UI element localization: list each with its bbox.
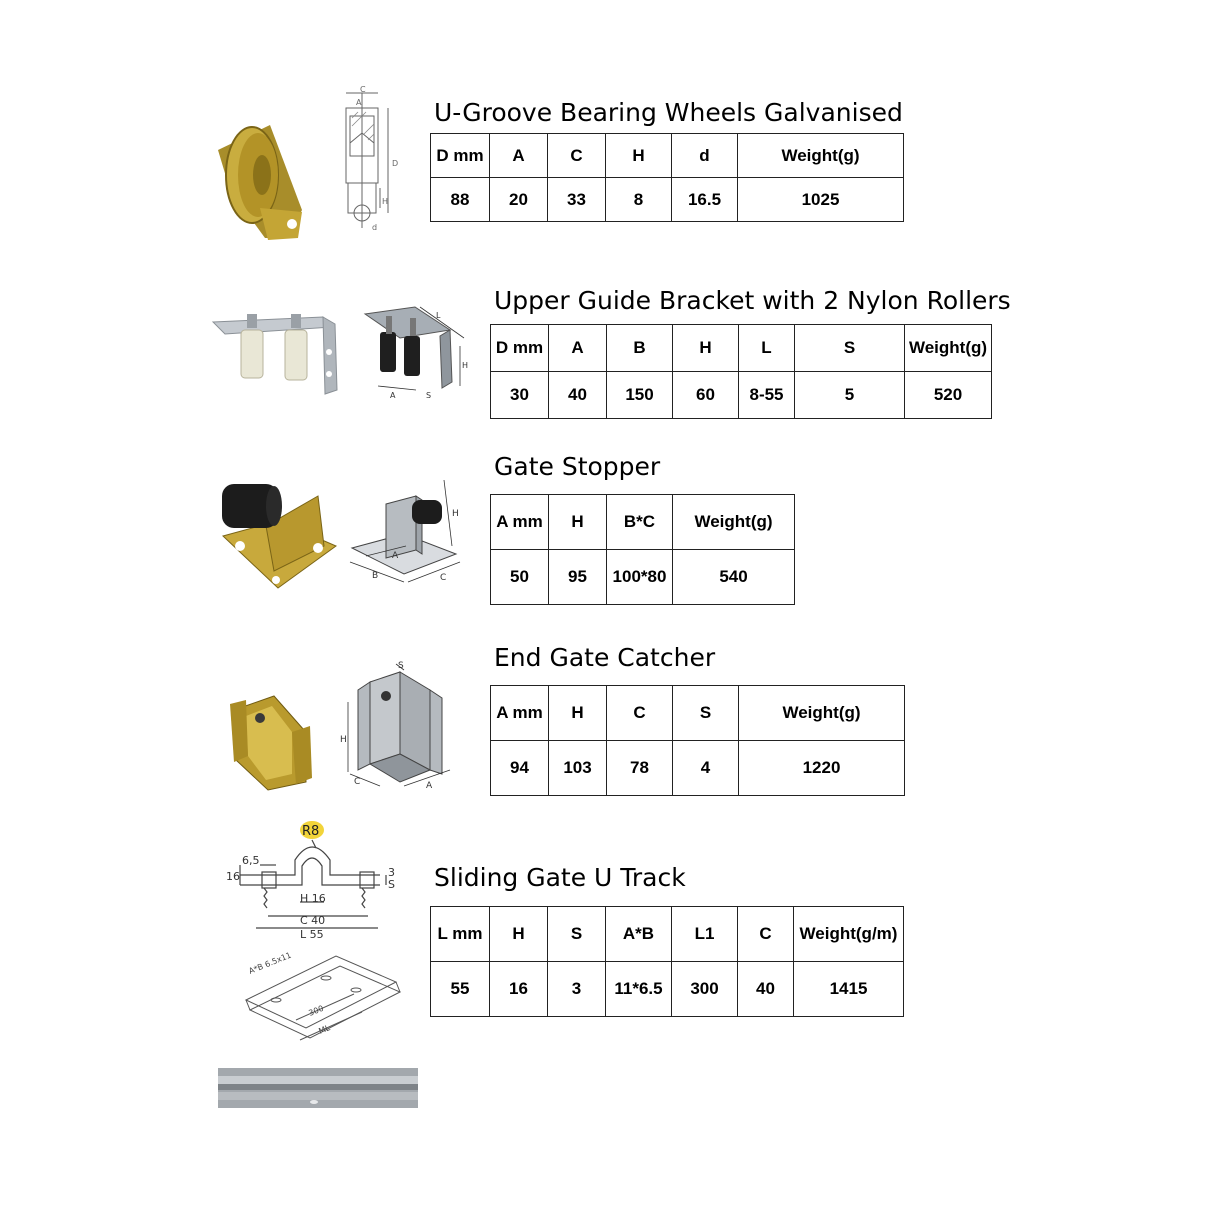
value-cell: 520 bbox=[905, 372, 992, 419]
value-cell: 100*80 bbox=[607, 550, 673, 605]
value-cell: 30 bbox=[491, 372, 549, 419]
track-dim-c40: C 40 bbox=[300, 914, 326, 927]
value-cell: 4 bbox=[673, 741, 739, 796]
spec-table-sliding-gate-u-track bbox=[430, 906, 904, 1017]
wheel-technical-drawing bbox=[328, 85, 408, 238]
header-cell: L bbox=[739, 325, 795, 372]
catcher-dim-s: S bbox=[398, 661, 404, 671]
bracket-dim-s: S bbox=[426, 391, 432, 400]
value-cell: 55 bbox=[431, 962, 490, 1017]
header-cell: H bbox=[606, 134, 672, 178]
header-cell: S bbox=[548, 907, 606, 962]
spec-table-gate-stopper bbox=[490, 494, 795, 605]
value-cell: 88 bbox=[431, 178, 490, 222]
track-profile-drawing bbox=[220, 820, 400, 942]
catcher-dim-a: A bbox=[426, 781, 433, 791]
value-cell: 33 bbox=[548, 178, 606, 222]
track-dim-h16: H 16 bbox=[300, 892, 326, 905]
wheel-dim-d-small: d bbox=[372, 223, 378, 232]
value-cell: 8-55 bbox=[739, 372, 795, 419]
track-dim-ab: A*B 6.5x11 bbox=[247, 950, 293, 976]
value-cell: 40 bbox=[549, 372, 607, 419]
header-cell: Weight(g) bbox=[905, 325, 992, 372]
header-cell: B bbox=[607, 325, 673, 372]
track-dim-6-5: 6,5 bbox=[242, 854, 260, 867]
track-dim-l1: 300 bbox=[307, 1003, 325, 1018]
spec-table-end-gate-catcher bbox=[490, 685, 905, 796]
header-cell: A bbox=[490, 134, 548, 178]
value-cell: 60 bbox=[673, 372, 739, 419]
wheel-dim-h: H bbox=[382, 197, 389, 206]
section-title-sliding-gate-u-track: Sliding Gate U Track bbox=[434, 863, 686, 892]
track-dim-16: 16 bbox=[226, 870, 240, 883]
header-cell: C bbox=[548, 134, 606, 178]
value-cell: 8 bbox=[606, 178, 672, 222]
stopper-technical-drawing bbox=[348, 476, 466, 586]
value-cell: 540 bbox=[673, 550, 795, 605]
value-cell: 1415 bbox=[794, 962, 904, 1017]
track-dim-s: S bbox=[388, 878, 395, 891]
header-cell: B*C bbox=[607, 495, 673, 550]
header-cell: C bbox=[607, 686, 673, 741]
header-cell: H bbox=[549, 686, 607, 741]
header-cell: D mm bbox=[491, 325, 549, 372]
header-cell: Weight(g) bbox=[738, 134, 904, 178]
header-cell: S bbox=[795, 325, 905, 372]
wheel-dim-a: A bbox=[356, 98, 362, 107]
wheel-dim-d-big: D bbox=[392, 159, 399, 168]
spec-table-upper-guide-bracket bbox=[490, 324, 992, 419]
track-dim-ml: ML bbox=[317, 1023, 332, 1036]
value-cell: 1025 bbox=[738, 178, 904, 222]
catcher-dim-c: C bbox=[354, 777, 361, 787]
spec-table-u-groove-wheel bbox=[430, 133, 904, 222]
value-cell: 150 bbox=[607, 372, 673, 419]
value-cell: 16.5 bbox=[672, 178, 738, 222]
header-cell: Weight(g) bbox=[673, 495, 795, 550]
bracket-photo bbox=[213, 312, 338, 397]
value-cell: 1220 bbox=[739, 741, 905, 796]
stopper-photo bbox=[218, 476, 338, 591]
value-cell: 103 bbox=[549, 741, 607, 796]
bracket-dim-a: A bbox=[390, 391, 396, 400]
catcher-photo bbox=[226, 690, 316, 795]
value-cell: 78 bbox=[607, 741, 673, 796]
header-cell: A mm bbox=[491, 495, 549, 550]
section-title-u-groove-wheel: U-Groove Bearing Wheels Galvanised bbox=[434, 98, 903, 127]
value-cell: 94 bbox=[491, 741, 549, 796]
value-cell: 5 bbox=[795, 372, 905, 419]
wheel-dim-c: C bbox=[360, 85, 366, 94]
value-cell: 300 bbox=[672, 962, 738, 1017]
header-cell: Weight(g) bbox=[739, 686, 905, 741]
value-cell: 11*6.5 bbox=[606, 962, 672, 1017]
value-cell: 20 bbox=[490, 178, 548, 222]
header-cell: Weight(g/m) bbox=[794, 907, 904, 962]
header-cell: A bbox=[549, 325, 607, 372]
header-cell: S bbox=[673, 686, 739, 741]
track-plan-drawing bbox=[236, 950, 411, 1050]
stopper-dim-h: H bbox=[452, 509, 459, 519]
header-cell: d bbox=[672, 134, 738, 178]
catcher-technical-drawing bbox=[340, 662, 460, 792]
stopper-dim-a: A bbox=[392, 551, 399, 561]
track-dim-l55: L 55 bbox=[300, 928, 324, 941]
header-cell: L1 bbox=[672, 907, 738, 962]
stopper-dim-b: B bbox=[372, 571, 379, 581]
wheel-photo bbox=[210, 120, 310, 245]
header-cell: H bbox=[673, 325, 739, 372]
header-cell: D mm bbox=[431, 134, 490, 178]
value-cell: 50 bbox=[491, 550, 549, 605]
bracket-dim-l: L bbox=[436, 311, 441, 320]
value-cell: 16 bbox=[490, 962, 548, 1017]
section-title-upper-guide-bracket: Upper Guide Bracket with 2 Nylon Rollers bbox=[494, 286, 1011, 315]
bracket-technical-drawing bbox=[360, 302, 470, 402]
header-cell: C bbox=[738, 907, 794, 962]
value-cell: 3 bbox=[548, 962, 606, 1017]
section-title-gate-stopper: Gate Stopper bbox=[494, 452, 661, 481]
track-dim-r8: R8 bbox=[302, 824, 320, 839]
header-cell: H bbox=[549, 495, 607, 550]
value-cell: 40 bbox=[738, 962, 794, 1017]
value-cell: 95 bbox=[549, 550, 607, 605]
bracket-dim-h: H bbox=[462, 361, 469, 370]
header-cell: L mm bbox=[431, 907, 490, 962]
stopper-dim-c: C bbox=[440, 573, 447, 583]
track-dim-3: 3 bbox=[388, 866, 395, 879]
header-cell: H bbox=[490, 907, 548, 962]
header-cell: A*B bbox=[606, 907, 672, 962]
track-photo bbox=[218, 1066, 418, 1110]
catcher-dim-h: H bbox=[340, 735, 347, 745]
section-title-end-gate-catcher: End Gate Catcher bbox=[494, 643, 716, 672]
header-cell: A mm bbox=[491, 686, 549, 741]
